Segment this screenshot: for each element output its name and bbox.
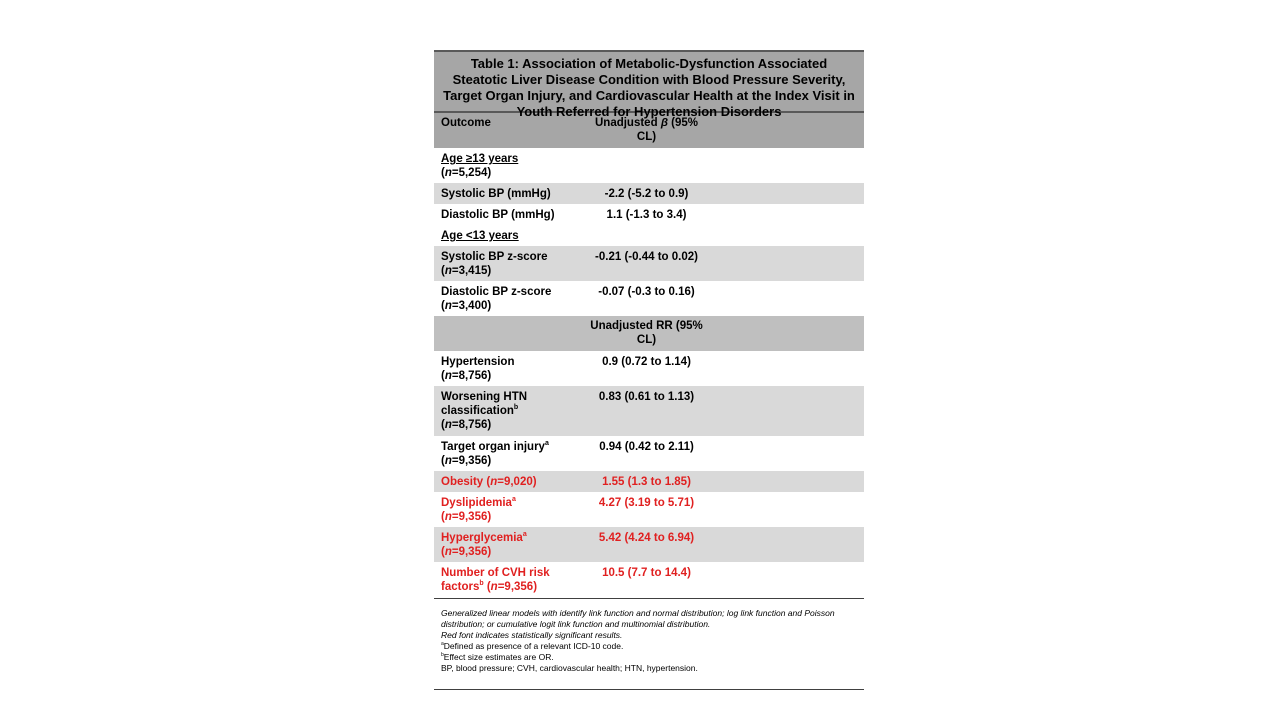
footnote-b-mark: b xyxy=(441,652,444,659)
row-name: Diastolic BP (mmHg) xyxy=(441,209,555,221)
table-row: Systolic BP z-score (n=3,415) -0.21 (-0.44 to 0.02) xyxy=(434,246,864,281)
section-age-13-minus xyxy=(434,225,864,246)
row-value: 1.55 (1.3 to 1.85) xyxy=(602,476,691,488)
row-value: 0.83 (0.61 to 1.13) xyxy=(598,391,695,403)
n-value: =3,400) xyxy=(451,300,492,312)
header-rr xyxy=(584,316,709,351)
footnote-mark: a xyxy=(511,496,516,504)
row-name: Systolic BP (mmHg) xyxy=(441,188,551,200)
row-name: Number of CVH risk xyxy=(441,567,550,579)
table-row: Dyslipidemia$^a$ (n=9,356) 4.27 (3.19 to 5.71) xyxy=(434,492,864,527)
row-value: 10.5 (7.7 to 14.4) xyxy=(602,567,691,579)
table-row: Target organ injury$^a$ (n=9,356) 0.94 (0.42 to 2.11) xyxy=(434,436,864,471)
row-name: Diastolic BP z-score xyxy=(441,286,552,298)
n-value: =9,356) xyxy=(451,511,492,523)
n-value: =9,356) xyxy=(497,581,538,593)
header-beta-line2: CL) xyxy=(636,131,657,143)
header-rr-line1: Unadjusted RR (95% xyxy=(590,320,703,332)
row-name: Dyslipidemia xyxy=(441,497,512,509)
footnote-a-text: Defined as presence of a relevant ICD-10 code. xyxy=(443,641,624,651)
header-beta-prefix: Unadjusted xyxy=(594,117,658,129)
footnote-methods: Generalized linear models with identify link function and normal distribution; log link function and Poisson distribution; or cumulative logit link function and multinomial distribution. xyxy=(441,608,835,629)
footnote-abbreviations: BP, blood pressure; CVH, cardiovascular health; HTN, hypertension. xyxy=(441,663,698,673)
header-rr-line2: CL) xyxy=(636,334,657,346)
row-name: Target organ injury xyxy=(441,441,545,453)
row-name: Systolic BP z-score xyxy=(441,251,548,263)
section-label: Age ≥13 years xyxy=(441,153,519,165)
table-row: Hypertension (n=8,756) 0.9 (0.72 to 1.14) xyxy=(434,351,864,386)
n-value: =9,356) xyxy=(451,546,492,558)
section-age-13-plus xyxy=(434,148,864,183)
row-name: Hyperglycemia xyxy=(441,532,523,544)
rr-header-row xyxy=(434,316,864,351)
n-value: =9,356) xyxy=(451,455,492,467)
table-title: Table 1: Association of Metabolic-Dysfunction Associated Steatotic Liver Disease Condition with Blood Pressure Severity, Target Organ Injury, and Cardiovascular Health at the Index Visit in Youth Referred for Hypertension Disorders xyxy=(434,50,864,113)
n-symbol: n xyxy=(444,167,452,179)
table-row: Number of CVH risk factors$^b$ (n=9,356) 10.5 (7.7 to 14.4) xyxy=(434,562,864,598)
header-beta xyxy=(584,113,709,148)
beta-symbol: β xyxy=(660,117,668,129)
table-row xyxy=(434,183,864,204)
footnote-a-mark: a xyxy=(441,641,444,648)
row-name: Worsening HTN xyxy=(441,391,528,403)
footnote-red-font: Red font indicates statistically significant results. xyxy=(441,630,623,640)
row-value: 0.9 (0.72 to 1.14) xyxy=(602,356,691,368)
table-row: Obesity (n=9,020) 1.55 (1.3 to 1.85) xyxy=(434,471,864,492)
n-value: =3,415) xyxy=(451,265,492,277)
results-table xyxy=(434,50,864,690)
row-value: -2.2 (-5.2 to 0.9) xyxy=(604,188,689,200)
row-value: -0.07 (-0.3 to 0.16) xyxy=(598,286,695,298)
header-outcome: Outcome xyxy=(441,117,491,129)
row-name-cont: classification xyxy=(441,405,514,417)
table-header-row xyxy=(434,113,864,148)
footnote-mark: b xyxy=(513,404,519,412)
footnote-mark: a xyxy=(544,440,549,448)
footnote-mark: b xyxy=(479,580,484,588)
n-value: =8,756) xyxy=(451,419,492,431)
row-value: 5.42 (4.24 to 6.94) xyxy=(598,532,695,544)
footnote-a xyxy=(441,641,858,652)
table-footnotes xyxy=(434,598,864,690)
n-open: ( xyxy=(441,167,445,179)
table-row: Worsening HTN classification$^b$ (n=8,756) 0.83 (0.61 to 1.13) xyxy=(434,386,864,436)
header-beta-suffix: (95% xyxy=(671,117,699,129)
section-label: Age <13 years xyxy=(441,230,519,242)
row-value: -0.21 (-0.44 to 0.02) xyxy=(595,251,698,263)
row-value: 4.27 (3.19 to 5.71) xyxy=(598,497,695,509)
footnote-b xyxy=(441,652,858,663)
row-value: 0.94 (0.42 to 2.11) xyxy=(599,441,694,453)
table-row xyxy=(434,204,864,225)
table-row: Hyperglycemia$^a$ (n=9,356) 5.42 (4.24 to 6.94) xyxy=(434,527,864,562)
footnote-mark: a xyxy=(522,531,527,539)
row-name: Hypertension xyxy=(441,356,515,368)
row-value: 1.1 (-1.3 to 3.4) xyxy=(606,209,687,221)
row-name-cont: factors xyxy=(441,581,480,593)
footnote-b-text: Effect size estimates are OR. xyxy=(443,652,554,662)
n-value: =9,020) xyxy=(497,476,537,488)
n-value: =8,756) xyxy=(451,370,492,382)
table-row: Diastolic BP z-score (n=3,400) -0.07 (-0.3 to 0.16) xyxy=(434,281,864,316)
row-name: Obesity ( xyxy=(441,476,491,488)
n-value: =5,254) xyxy=(451,167,492,179)
